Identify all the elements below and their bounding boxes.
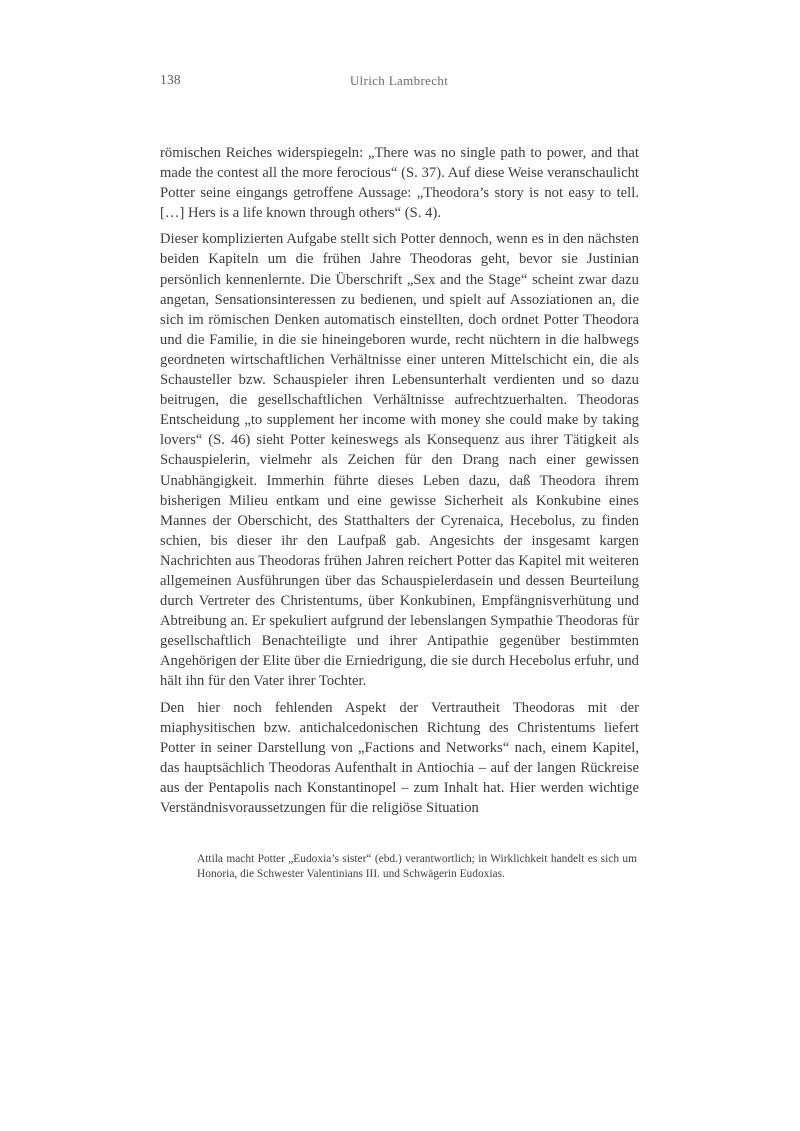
footnote-entry: Attila macht Potter „Eudoxia’s sister“ (ebd.) verantwortlich; in Wirklichkeit handelt es sich um Honoria, die Schwester Valentinians III. und Schwägerin Eudoxias. — [197, 853, 637, 881]
running-head-title: Ulrich Lambrecht — [349, 73, 449, 88]
footnote-area — [197, 852, 637, 883]
body-text-column — [160, 143, 639, 818]
body-paragraph: römischen Reiches widerspiegeln: „There was no single path to power, and that made the contest all the more ferocious“ (S. 37). Auf diese Weise veranschaulicht Potter seine eingangs getroffene Aussage: „Theodora’s story is not easy to tell. […] Hers is a life known through others“ (S. 4). — [160, 145, 639, 222]
body-paragraph: Dieser komplizierten Aufgabe stellt sich Potter dennoch, wenn es in den nächsten beiden Kapiteln um die frühen Jahre Theodoras geht, bevor sie Justinian persönlich kennenlernte. Die Überschrift „Sex and the Stage“ scheint zwar dazu angetan, Sensationsinteressen zu bedienen, und spielt auf Assoziationen an, die sich im römischen Denken automatisch einstellten, doch ordnet Potter Theodora und die Familie, in die sie hineingeboren wurde, recht nüchtern in die halbwegs geordneten wirtschaftlichen Verhältnisse einer unteren Mittelschicht ein, die als Schausteller bzw. Schauspieler ihren Lebensunterhalt verdienten und so dazu beitrugen, die gesellschaftlichen Verhältnisse aufrechtzuerhalten. Theodoras Entscheidung „to supplement her income with money she could make by taking lovers“ (S. 46) sieht Potter keineswegs als Konsequenz aus ihrer Tätigkeit als Schauspielerin, vielmehr als Zeichen für den Drang nach einer gewissen Unabhängigkeit. Immerhin führte dieses Leben dazu, daß Theodora ihrem bisherigen Milieu entkam und eine gewisse Sicherheit als Konkubine eines Mannes der Oberschicht, des Statthalters der Cyrenaica, Hecebolus, zu finden schien, bis dieser ihr den Laufpaß gab. Angesichts der insgesamt kargen Nachrichten aus Theodoras frühen Jahren reichert Potter das Kapitel mit weiteren allgemeinen Ausführungen über das Schauspielerdasein und dessen Beurteilung durch Vertreter des Christentums, über Konkubinen, Empfängnisverhütung und Abtreibung an. Er spekuliert aufgrund der lebenslangen Sympathie Theodoras für gesellschaftlich Benachteiligte und ihrer Antipathie gegenüber bestimmten Angehörigen der Elite über die Erniedrigung, die sie durch Hecebolus erfuhr, und hält ihn für den Vater ihrer Tochter. — [160, 231, 639, 690]
body-paragraph: Den hier noch fehlenden Aspekt der Vertrautheit Theodoras mit der miaphysitischen bzw. antichalcedonischen Richtung des Christentums liefert Potter in seiner Darstellung von „Factions and Networks“ nach, einem Kapitel, das hauptsächlich Theodoras Aufenthalt in Antiochia – auf der langen Rückreise aus der Pentapolis nach Konstantinopel – zum Inhalt hat. Hier werden wichtige Verständnisvoraussetzungen für die religiöse Situation — [160, 699, 639, 816]
page-number: 138 — [160, 72, 181, 87]
running-head — [160, 72, 638, 92]
